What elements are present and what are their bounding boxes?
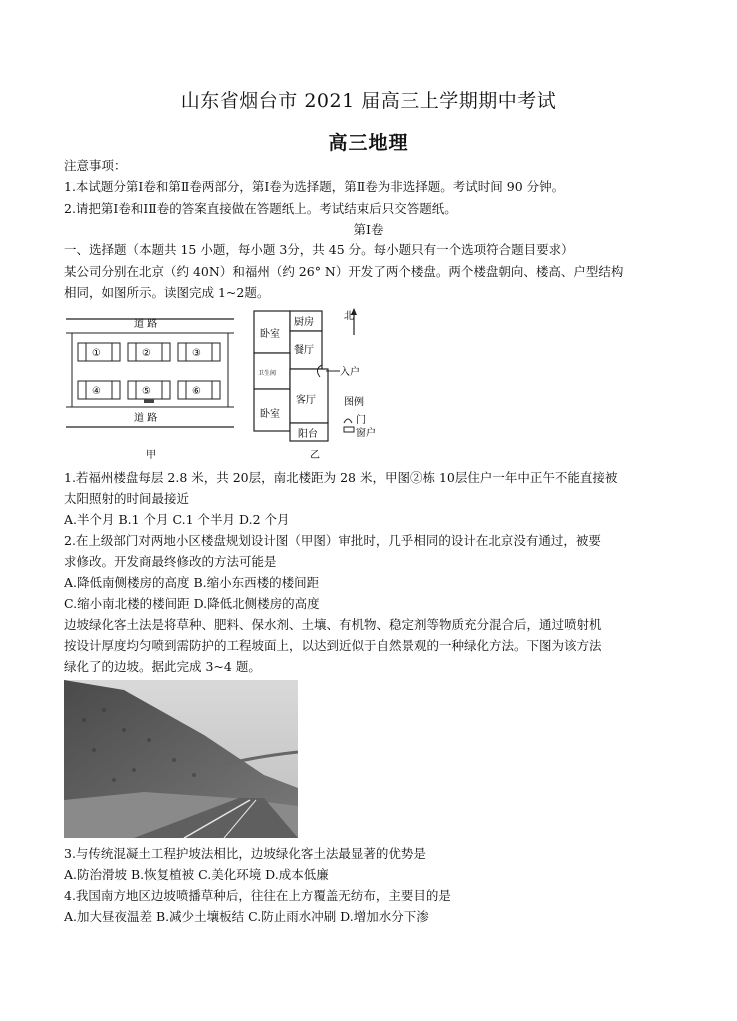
page-subtitle: 高三地理 — [328, 132, 409, 154]
building-3 — [178, 343, 220, 361]
building-label-5: ⑤ — [142, 386, 151, 397]
legend-title: 图例 — [344, 397, 364, 408]
notice-item-1: 1.本试题分第Ⅰ卷和第Ⅱ卷两部分，第Ⅰ卷为选择题，第Ⅱ卷为非选择题。考试时间 90 分钟。 — [64, 179, 565, 194]
question-2-line-1: 2.在上级部门对两地小区楼盘规划设计图（甲图）审批时，几乎相同的设计在北京没有通过，被要 — [64, 533, 601, 548]
question-1-options: A.半个月 B.1 个月 C.1 个半月 D.2 个月 — [64, 512, 290, 527]
notice-heading: 注意事项： — [64, 158, 127, 173]
floor-plan-yi — [254, 308, 376, 461]
question-1-line-1: 1.若福州楼盘每层 2.8 米，共 20层，南北楼距为 28 米，甲图②栋 10层住户一年中正午不能直接被 — [64, 470, 618, 485]
building-2 — [128, 343, 170, 361]
intro-2-line-3: 绿化了的边坡。据此完成 3~4 题。 — [64, 659, 261, 674]
caption-yi: 乙 — [310, 450, 320, 461]
floor-plan-figure — [64, 305, 384, 462]
building-4 — [78, 381, 120, 399]
caption-jia: 甲 — [146, 450, 156, 461]
question-2-options-2: C.缩小南北楼的楼间距 D.降低北侧楼房的高度 — [64, 596, 320, 611]
building-label-3: ③ — [192, 348, 201, 359]
building-6 — [178, 381, 220, 399]
room-living: 客厅 — [296, 395, 316, 406]
intro-1-line-1: 某公司分别在北京（约 40N）和福州（约 26° N）开发了两个楼盘。两个楼盘朝向、楼高、户型结构 — [64, 264, 624, 279]
intro-2-line-1: 边坡绿化客土法是将草种、肥料、保水剂、土壤、有机物、稳定剂等物质充分混合后，通过喷射机 — [64, 617, 602, 632]
building-label-1: ① — [92, 348, 101, 359]
notice-item-2: 2.请把第Ⅰ卷和ⅠⅡ卷的答案直接做在答题纸上。考试结束后只交答题纸。 — [64, 201, 457, 216]
north-label: 北 — [344, 311, 354, 322]
question-1-line-2: 太阳照射的时间最接近 — [64, 491, 190, 506]
building-5 — [128, 381, 170, 403]
part-heading: 一、选择题（本题共 15 小题，每小题 3分，共 45 分。每小题只有一个选项符合题目要求） — [64, 242, 574, 257]
section-title: 第Ⅰ卷 — [353, 222, 384, 237]
page-title: 山东省烟台市 2021 届高三上学期期中考试 — [180, 90, 557, 112]
intro-1-line-2: 相同，如图所示。读图完成 1~2题。 — [64, 285, 270, 300]
room-bedroom-bottom: 卧室 — [260, 409, 280, 420]
legend-door-label: 门 — [356, 415, 366, 426]
room-dining: 餐厅 — [294, 345, 314, 356]
question-2-line-2: 求修改。开发商最终修改的方法可能是 — [64, 554, 277, 569]
road-top-label: 道 路 — [134, 319, 158, 330]
building-label-6: ⑥ — [192, 386, 201, 397]
site-plan-jia — [66, 317, 234, 461]
question-3-line: 3.与传统混凝土工程护坡法相比，边坡绿化客土法最显著的优势是 — [64, 846, 426, 861]
building-label-2: ② — [142, 348, 151, 359]
building-label-4: ④ — [92, 386, 101, 397]
road-bottom-label: 道 路 — [134, 413, 158, 424]
question-3-options: A.防治滑坡 B.恢复植被 C.美化环境 D.成本低廉 — [64, 867, 329, 882]
room-balcony: 阳台 — [298, 429, 318, 440]
intro-2-line-2: 按设计厚度均匀喷到需防护的工程坡面上，以达到近似于自然景观的一种绿化方法。下图为该方法 — [64, 638, 602, 653]
room-bedroom-top: 卧室 — [260, 329, 280, 340]
question-2-options-1: A.降低南侧楼房的高度 B.缩小东西楼的楼间距 — [64, 575, 320, 590]
slope-photo — [64, 680, 298, 838]
room-kitchen: 厨房 — [294, 317, 314, 328]
room-bathroom: 卫生间 — [258, 370, 277, 377]
question-4-line: 4.我国南方地区边坡喷播草种后，往往在上方覆盖无纺布，主要目的是 — [64, 888, 451, 903]
building-1 — [78, 343, 120, 361]
entrance-label: 入户 — [340, 367, 360, 378]
legend-window-label: 窗户 — [356, 428, 376, 439]
question-4-options: A.加大昼夜温差 B.减少土壤板结 C.防止雨水冲刷 D.增加水分下渗 — [64, 909, 429, 924]
